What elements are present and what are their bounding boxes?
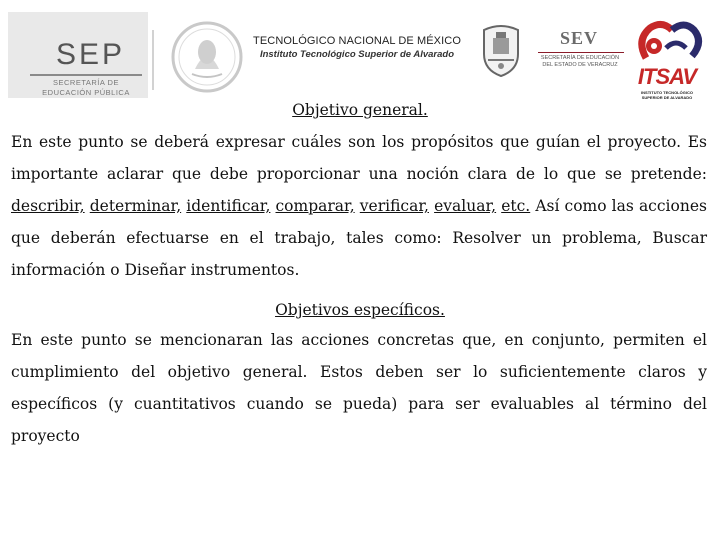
header-divider [152,30,154,90]
itsav-subtitle-line2: SUPERIOR DE ALVARADO [641,95,693,100]
itsav-logo-text: ITSAV [637,64,697,89]
verb-describir: describir, [11,197,85,215]
sev-subtitle [534,55,626,69]
institution-title-block [244,34,470,61]
itsav-logo-block [632,18,708,102]
verb-verificar: verificar, [359,197,429,215]
verb-determinar: determinar, [89,197,182,215]
sev-divider-line [538,52,624,53]
general-intro-text: En este punto se deberá expresar cuáles son los propósitos que guían el proyecto. Es importante aclarar que debe proporcionar una noción clara de lo que se pretende: [11,133,707,183]
general-outro-text: Así como las acciones que deberán efectuarse en el trabajo, tales como: Resolver un problema, Buscar información o Diseñar instrumentos. [11,197,707,279]
page-header [0,0,720,105]
general-objective-heading: Objetivo general. [292,101,428,119]
general-objective-paragraph [11,126,707,286]
itsav-emblem-icon [632,18,708,66]
institution-subtitle: Instituto Tecnológico Superior de Alvarado [259,49,455,60]
itsav-subtitle [634,90,700,100]
veracruz-shield-icon [478,20,524,80]
specific-objectives-paragraph: En este punto se mencionaran las acciones concretas que, en conjunto, permiten el cumplimiento del objetivo general. Estos deben ser lo suficientemente claros y específicos (y cuantitativos cuando se pueda) para ser evaluables al término del proyecto [11,331,707,445]
mexico-seal-icon [168,14,246,100]
verb-evaluar: evaluar, [434,197,497,215]
sep-subtitle-line1: SECRETARÍA DE [53,78,119,87]
verb-etc: etc. [501,197,531,215]
sep-divider-line [30,74,142,76]
verb-identificar: identificar, [186,197,271,215]
specific-objectives-heading: Objetivos específicos. [275,301,445,319]
sep-logo: SEP [56,38,126,71]
sev-logo-block [532,26,627,76]
sep-logo-block [8,12,148,98]
verb-comparar: comparar, [275,197,355,215]
itsav-subtitle-line1: INSTITUTO TECNOLÓGICO [641,90,693,95]
sep-subtitle [30,78,142,98]
sev-subtitle-line2: DEL ESTADO DE VERACRUZ [542,62,618,68]
sev-logo: SEV [560,28,599,48]
sev-subtitle-line1: SECRETARÍA DE EDUCACIÓN [540,55,620,61]
sep-subtitle-line2: EDUCACIÓN PÚBLICA [42,88,130,97]
institution-title: TECNOLÓGICO NACIONAL DE MÉXICO [253,35,461,47]
